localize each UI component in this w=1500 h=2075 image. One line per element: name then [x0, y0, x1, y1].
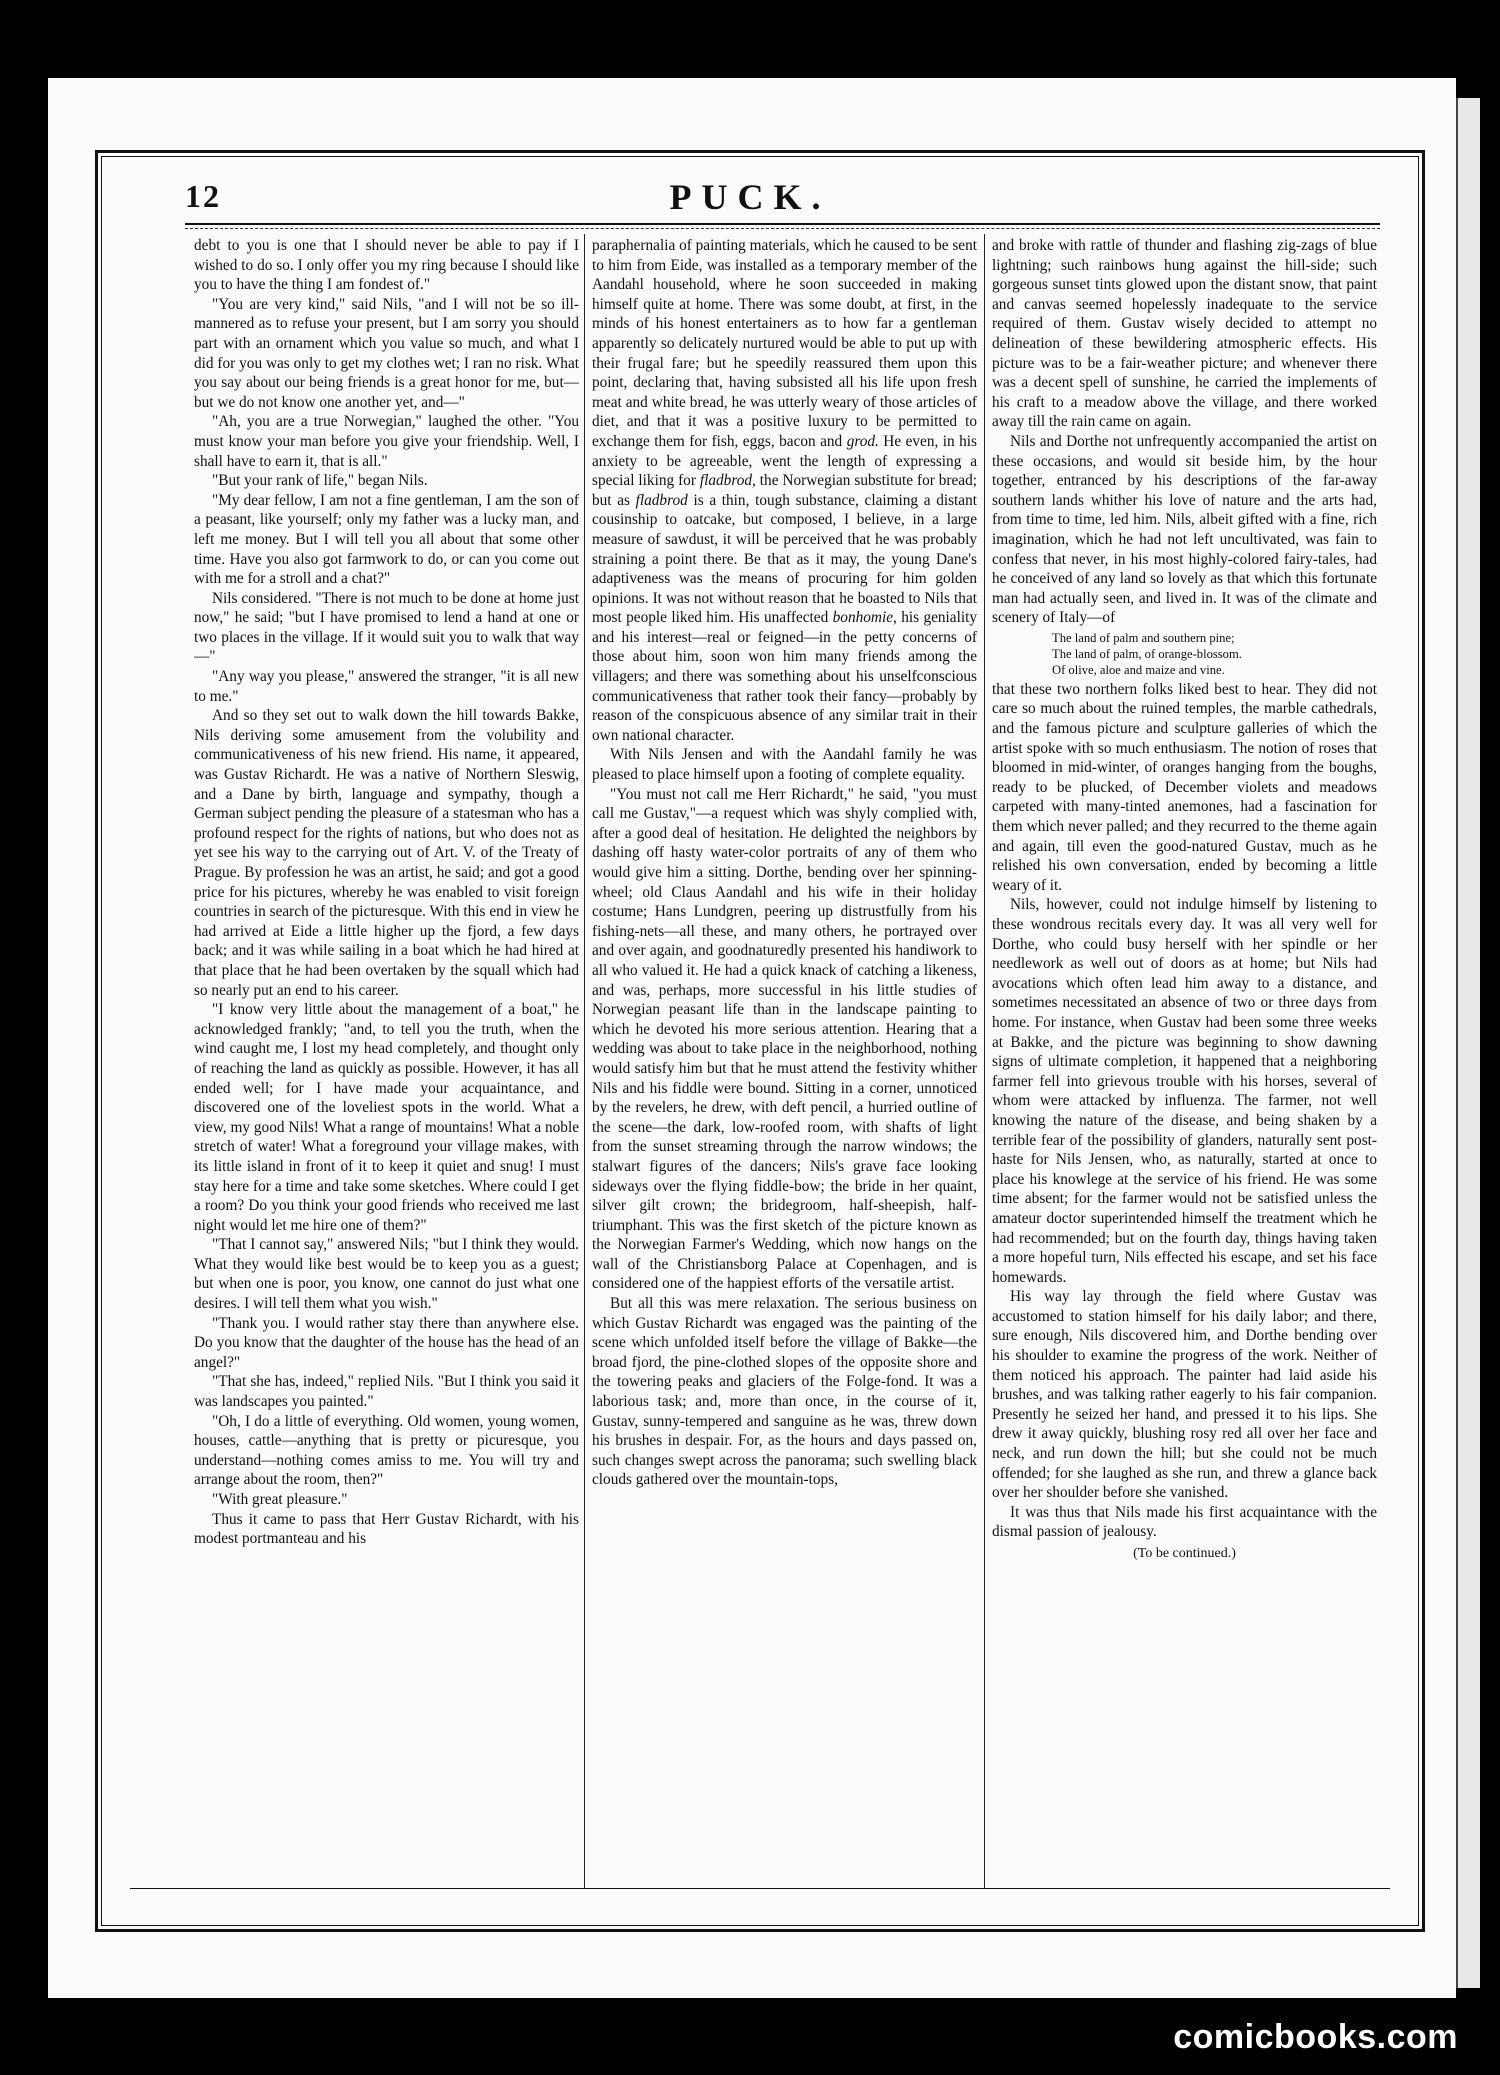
paragraph: It was thus that Nils made his first acquaintance with the dismal passion of jealousy.: [992, 1503, 1377, 1541]
paragraph-text: paraphernalia of painting materials, which he caused to be sent to him from Eide, was installed as a temporary member of the Aandahl household, where he soon succeeded in making himself quite at home. There was some doubt, at first, in the minds of his honest entertainers as to how far a gentleman apparently so delicately nurtured would be able to put up with their frugal fare; but he speedily reassured them upon this point, declaring that, having subsisted all his life upon fresh meat and white bread, he was utterly weary of those articles of diet, and that it was a positive luxury to be permitted to exchange them for fish, eggs, bacon and: [592, 237, 977, 450]
paragraph: Nils considered. "There is not much to be done at home just now," he said; "but I have promised to lend a hand at one or two places in the village. If it would suit you to walk that way—": [194, 589, 579, 666]
paragraph-text: the Norwegian substitute for bread; but as: [592, 472, 977, 509]
italic-word: grod.: [846, 432, 879, 450]
paragraph: With Nils Jensen and with the Aandahl family he was pleased to place himself upon a footing of complete equality.: [592, 746, 977, 784]
paragraph-text: his geniality and his interest—real or feigned—in the petty concerns of those about him, soon won him many friends among the villagers; and there was something about his unselfconscious communicativeness that rather took their fancy—probably by reason of the conspicuous absence of any similar trait in their own national character.: [592, 609, 977, 744]
poem-line: Of olive, aloe and maize and vine.: [1052, 662, 1225, 677]
paragraph: "That she has, indeed," replied Nils. "But I think you said it was landscapes you painted.": [194, 1373, 579, 1411]
paragraph: "That I cannot say," answered Nils; "but I think they would. What they would like best would be to keep you as a guest; but when one is poor, you know, one cannot do just what one desires. I will tell them what you wish.": [194, 1236, 579, 1313]
header-rule-dashed: [185, 228, 1380, 229]
italic-word: bonhomie,: [832, 609, 897, 627]
paragraph: Thus it came to pass that Herr Gustav Richardt, with his modest portmanteau and his: [194, 1510, 579, 1548]
masthead-title: PUCK.: [669, 177, 831, 217]
paragraph: "You must not call me Herr Richardt," he said, "you must call me Gustav,"—a request which was shyly complied with, after a good deal of hesitation. He delighted the neighbors by dashing off hasty water-color portraits of any of them who would give him a sitting. Dorthe, bending over her spinning-wheel; old Claus Aandahl and his wife in their holiday costume; Hans Lundgren, peering up distrustfully from his fishing-nets—all these, and many others, he portrayed over and over again, and goodnaturedly presented his handiwork to all who valued it. He had a quick knack of catching a likeness, and was, perhaps, more successful in his little studies of Norwegian peasant life than in the landscape painting to which he devoted his more serious attention. Hearing that a wedding was about to take place in the neighborhood, nothing would satisfy him but that he must attend the festivity whither Nils and his fiddle were bound. Sitting in a corner, unnoticed by the revelers, he drew, with deft pencil, a hurried outline of the scene—the dark, low-roofed room, with shafts of light from the sunset streaming through the narrow windows; the stalwart figures of the dancers; Nils's grave face looking sideways over the flying fiddle-bow; the bride in her quaint, silver gilt crown; the bridegroom, half-sheepish, half-triumphant. This was the first sketch of the picture known as the Norwegian Farmer's Wedding, which now hangs on the wall of the Christiansborg Palace at Copenhagen, and is considered one of the happiest efforts of the versatile artist.: [592, 785, 977, 1293]
paragraph: "I know very little about the management of a boat," he acknowledged frankly; "and, to tell you the truth, when the wind caught me, I lost my head completely, and thought only of reaching the land as quickly as possible. However, it has all ended well; for I have made your acquaintance, and discovered one of the loveliest spots in the world. What a view, my good Nils! What a range of mountains! What a noble stretch of water! What a foreground your village makes, with its little island in front of it to keep it quiet and snug! I must stay here for a time and take some sketches. Where could I get a room? Do you think your good friends who received me last night would let me hire one of them?": [194, 1001, 579, 1234]
paragraph: "My dear fellow, I am not a fine gentleman, I am the son of a peasant, like yourself; only my father was a lucky man, and left me money. But I will tell you all about that some other time. Have you also got farmwork to do, or can you come out with me for a stroll and a chat?": [194, 491, 579, 588]
column-divider-1: [584, 234, 585, 1889]
poem-line: The land of palm, of orange-blossom.: [1052, 646, 1242, 661]
poem-line: The land of palm and southern pine;: [1052, 630, 1235, 645]
paragraph: [592, 236, 977, 745]
column-divider-2: [984, 234, 985, 1889]
paragraph-text: is a thin, tough substance, claiming a distant cousinship to oatcake, but composed, I believe, in a large measure of sawdust, it will be perceived that he was probably straining a point there. Be that as it may, the young Dane's adaptiveness was the means of procuring for him golden opinions. It was not without reason that he boasted to Nils that most people liked him. His unaffected: [592, 491, 977, 627]
poem-quote: [1052, 630, 1377, 678]
paragraph: "Ah, you are a true Norwegian," laughed the other. "You must know your man before you give your friendship. Well, I shall have to earn it, that is all.": [194, 413, 579, 470]
page-spine: [1456, 98, 1480, 1988]
paragraph: And so they set out to walk down the hill towards Bakke, Nils deriving some amusement from the volubility and communicativeness of his new friend. His name, it appeared, was Gustav Richardt. He was a native of Northern Sleswig, and a Dane by birth, language and sympathy, though a German subject pending the pleasure of a statesman who has a profound respect for the rights of nations, but who does not as yet see his way to the carrying out of Art. V. of the Treaty of Prague. By profession he was an artist, he said; and got a good price for his pictures, whereby he was enabled to visit foreign countries in search of the picturesque. With this end in view he had arrived at Eide a little higher up the fjord, a few days back; and it was while sailing in a boat which he had hired at that place that he had been overtaken by the squall which had so nearly put an end to his career.: [194, 707, 579, 999]
paragraph-text: He even, in his anxiety to be agreeable, went the length of expressing a special liking for: [592, 432, 977, 490]
paragraph: "With great pleasure.": [212, 1491, 348, 1508]
paragraph: debt to you is one that I should never be able to pay if I wished to do so. I only offer you my ring because I should like you to have the thing I am fondest of.": [194, 237, 579, 294]
page-number: 12: [185, 178, 221, 214]
italic-word: fladbrod: [635, 491, 688, 509]
column-2: [592, 236, 977, 1896]
paragraph: "Oh, I do a little of everything. Old women, young women, houses, cattle—anything that is pretty or picuresque, you understand—nothing comes amiss to me. You will try and arrange about the room, then?": [194, 1412, 579, 1489]
paragraph: Nils and Dorthe not unfrequently accompanied the artist on these occasions, and would sit beside him, by the hour together, entranced by his descriptions of the far-away southern lands whither his love of nature and the arts had, from time to time, led him. Nils, albeit gifted with a fine, rich imagination, which he had not left uncultivated, was fain to confess that never, in his most highly-colored fairy-tales, had he conceived of any land so lovely as that which this fortunate man had actually seen, and lived in. It was of the climate and scenery of Italy—of: [992, 432, 1377, 627]
italic-word: fladbrod,: [699, 472, 756, 490]
header-rule: [185, 223, 1380, 225]
paragraph: His way lay through the field where Gustav was accustomed to station himself for his daily labor; and there, sure enough, Nils discovered him, and Dorthe bending over his shoulder to examine the progress of the work. Neither of them noticed his approach. The painter had laid aside his brushes, and was talking rather eagerly to his fair companion. Presently he seized her hand, and pressed it to his lips. She drew it away quickly, blushing rosy red all over her face and neck, and run down the hill; but she could not be much offended; for she laughed as she run, and threw a glance back over her shoulder before she vanished.: [992, 1288, 1377, 1502]
paragraph: that these two northern folks liked best to hear. They did not care so much about the ruined temples, the marble cathedrals, and the famous picture and sculpture galleries of which the artist spoke with so much enthusiasm. The notion of roses that bloomed in mid-winter, of oranges hanging from the boughs, ready to be plucked, of December violets and meadows carpeted with many-tinted anemones, had a fascination for them which never palled; and they recurred to the theme again and again, till even the good-natured Gustav, much as he relished his own conversation, ended by becoming a little weary of it.: [992, 680, 1377, 894]
paragraph: "But your rank of life," began Nils.: [212, 472, 428, 490]
paragraph: "Any way you please," answered the stranger, "it is all new to me.": [194, 668, 579, 705]
paragraph: "You are very kind," said Nils, "and I will not be so ill-mannered as to refuse your present, but I am sorry you should part with an ornament which you value so much, and what I did for you was only to get my clothes wet; I ran no risk. What you say about our being friends is a great honor for me, but—but we do not know one another yet, and—": [194, 295, 579, 411]
column-3: [992, 236, 1377, 1896]
paragraph: and broke with rattle of thunder and flashing zig-zags of blue lightning; such rainbows hung against the hill-side; such gorgeous sunset tints glowed upon the distant snow, that paint and canvas seemed hopelessly inadequate to the service required of them. Gustav wisely decided to attempt no delineation of these bewildering atmospheric effects. His picture was to be a fair-weather picture; and whenever there was a decent spell of sunshine, he carried the implements of his craft to a meadow above the village, and there worked away till the rain came on again.: [992, 237, 1377, 431]
paragraph: But all this was mere relaxation. The serious business on which Gustav Richardt was engaged was the painting of the scene which unfolded itself before the village of Bakke—the broad fjord, the pine-clothed slopes of the opposite shore and the towering peaks and glaciers of the Folge-fond. It was a laborious task; and, more than once, in the course of it, Gustav, sunny-tempered and sanguine as he was, threw down his brushes in despair. For, as the hours and days passed on, such changes swept across the panorama; such swelling black clouds gathered over the mountain-tops,: [592, 1295, 977, 1489]
paragraph: Nils, however, could not indulge himself by listening to these wondrous recitals every day. It was all very well for Dorthe, who could busy herself with her spindle or her needlework as well out of doors as at home; but Nils had avocations which often lead him away to a distance, and sometimes necessitated an absence of two or three days from home. For instance, when Gustav had been some three weeks at Bakke, and the picture was beginning to show dawning signs of ultimate completion, it happened that a neighboring farmer fell into grievous trouble with his horses, several of whom were attacked by influenza. The farmer, not well knowing the nature of the disease, and being shaken by a terrible fear of the possibility of glanders, naturally sent post-haste for Nils Jensen, who, as naturally, started at once to place his knowlege at the service of his friend. He was some time absent; for the farmer would not be satisfied unless the amateur doctor superintended himself the treatment which he had recommended; but on the fourth day, things having taken a more hopeful turn, Nils effected his escape, and set his face homewards.: [992, 896, 1377, 1286]
paragraph: "Thank you. I would rather stay there than anywhere else. Do you know that the daughter of the house has the head of an angel?": [194, 1314, 579, 1371]
column-1: [194, 236, 579, 1896]
to-be-continued: (To be continued.): [1133, 1546, 1236, 1561]
footer-rule: [130, 1888, 1390, 1889]
watermark-text: comicbooks.com: [1173, 2018, 1458, 2056]
